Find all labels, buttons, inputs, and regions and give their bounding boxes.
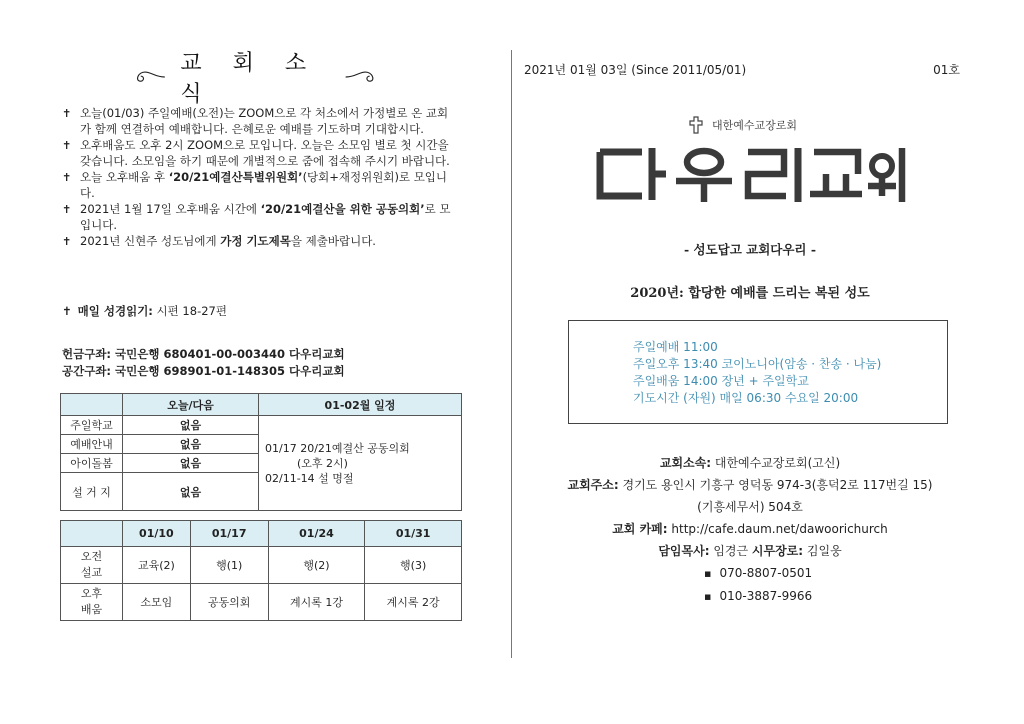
worship-line: 기도시간 (자원) 매일 06:30 수요일 20:00 xyxy=(633,391,859,405)
row-label: 아이돌봄 xyxy=(61,454,123,473)
row-value: 없음 xyxy=(123,454,259,473)
cross-icon: ✝ xyxy=(62,171,72,184)
reading-value: 시편 18-27편 xyxy=(152,304,227,318)
cross-icon: ✝ xyxy=(62,203,72,216)
sermon-table xyxy=(60,520,462,621)
church-slogan: - 성도답고 교회다우리 - xyxy=(683,242,817,257)
table-cell: 행(2) xyxy=(268,547,365,584)
offering-account: 헌금구좌: 국민은행 680401-00-003440 다우리교회 xyxy=(62,347,345,361)
row-value: 없음 xyxy=(123,473,259,511)
table-cell: 교육(2) xyxy=(123,547,191,584)
row-label: 주일학교 xyxy=(61,416,123,435)
affiliation-line: 교회소속: 대한예수교장로회(고신) xyxy=(659,456,841,470)
news-item xyxy=(62,170,454,201)
news-text: 을 제출바랍니다. xyxy=(290,234,376,248)
news-item xyxy=(62,106,454,137)
table-cell: 계시록 2강 xyxy=(365,584,462,621)
table-header xyxy=(61,394,123,416)
issue-header xyxy=(524,61,960,78)
issue-date: 2021년 01월 03일 (Since 2011/05/01) xyxy=(524,63,747,77)
table-header: 01-02월 일정 xyxy=(259,394,462,416)
right-flourish-icon xyxy=(344,67,380,87)
denomination-header xyxy=(688,116,797,134)
monthly-plan xyxy=(259,416,462,511)
worship-line: 주일오후 13:40 코이노니아(암송 · 찬송 · 나눔) xyxy=(633,357,882,371)
table-cell: 공동의회 xyxy=(190,584,268,621)
cross-icon: ✝ xyxy=(62,139,72,152)
row-value: 없음 xyxy=(123,435,259,454)
church-info xyxy=(512,452,988,562)
address-line-2: (기흥세무서) 504호 xyxy=(697,500,803,514)
worship-line: 주일예배 11:00 xyxy=(633,340,718,354)
phone-list xyxy=(704,562,812,608)
cafe-line: 교회 카페: http://cafe.daum.net/dawoorichurch xyxy=(612,522,888,536)
schedule-table xyxy=(60,393,462,511)
table-header: 01/24 xyxy=(268,521,365,547)
plan-line: 01/17 20/21예결산 공동의회 xyxy=(265,441,410,455)
table-header: 01/31 xyxy=(365,521,462,547)
table-cell: 행(1) xyxy=(190,547,268,584)
space-account: 공간구좌: 국민은행 698901-01-148305 다우리교회 xyxy=(62,364,345,378)
cross-icon: ✝ xyxy=(62,107,72,120)
address-line: 교회주소: 경기도 용인시 기흥구 영덕동 974-3(흥덕2로 117번길 15) xyxy=(567,478,933,492)
reading-label: 매일 성경읽기: xyxy=(77,304,153,318)
bible-reading xyxy=(62,303,227,319)
table-row xyxy=(61,547,462,584)
plan-line: (오후 2시) xyxy=(297,456,348,470)
news-text: 2021년 1월 17일 오후배움 시간에 xyxy=(80,202,261,216)
row-label: 예배안내 xyxy=(61,435,123,454)
cross-icon: ✝ xyxy=(62,235,72,248)
news-title: 교 회 소 식 xyxy=(180,51,319,107)
row-value: 없음 xyxy=(123,416,259,435)
table-header: 오늘/다음 xyxy=(123,394,259,416)
table-cell: 계시록 1강 xyxy=(268,584,365,621)
left-flourish-icon xyxy=(130,67,166,87)
table-row xyxy=(61,416,462,435)
news-bold: ‘20/21예결산을 위한 공동의회’ xyxy=(260,202,425,216)
news-text: 오늘 오후배움 후 xyxy=(80,170,169,184)
table-cell: 소모임 xyxy=(123,584,191,621)
phone-number: ▪ 010-3887-9966 xyxy=(704,585,812,608)
year-theme: 2020년: 합당한 예배를 드리는 복된 성도 xyxy=(630,286,870,301)
table-row xyxy=(61,584,462,621)
row-label: 설 거 지 xyxy=(61,473,123,511)
left-page xyxy=(0,0,510,724)
issue-number: 01호 xyxy=(933,63,960,77)
news-list xyxy=(62,106,454,251)
news-text: 2021년 신현주 성도님에게 xyxy=(80,234,221,248)
news-section-title xyxy=(130,51,380,107)
cross-icon: ✝ xyxy=(62,304,72,318)
row-label: 오후 배움 xyxy=(61,584,123,621)
plan-line: 02/11-14 설 명절 xyxy=(265,471,354,485)
worship-schedule xyxy=(568,320,948,424)
news-text: 오늘(01/03) 주일예배(오전)는 ZOOM으로 각 처소에서 가정별로 온 교회가 함께 연결하여 예배합니다. 은혜로운 예배를 기도하며 기대합시다. xyxy=(80,106,449,136)
table-header: 01/10 xyxy=(123,521,191,547)
table-cell: 행(3) xyxy=(365,547,462,584)
right-page xyxy=(512,0,1024,724)
news-text: 로 모입니다. xyxy=(80,202,451,232)
news-item xyxy=(62,234,454,250)
news-item xyxy=(62,138,454,169)
pastor-line: 담임목사: 임경근 시무장로: 김일웅 xyxy=(658,544,842,558)
church-logo xyxy=(596,144,908,204)
news-bold: 가정 기도제목 xyxy=(220,234,291,248)
news-text: (당회+재정위원회)로 모입니다. xyxy=(80,170,448,200)
news-item xyxy=(62,202,454,233)
table-header xyxy=(61,521,123,547)
denomination-name: 대한예수교장로회 xyxy=(712,119,798,132)
church-cross-icon xyxy=(688,116,704,134)
news-text: 오후배움도 오후 2시 ZOOM으로 모입니다. 오늘은 소모임 별로 첫 시간을 갖습니다. 소모임을 하기 때문에 개별적으로 줌에 접속해 주시기 바랍니다. xyxy=(80,138,450,168)
news-bold: ‘20/21예결산특별위원회’ xyxy=(168,170,303,184)
bank-accounts xyxy=(62,346,345,380)
row-label: 오전 설교 xyxy=(61,547,123,584)
table-header: 01/17 xyxy=(190,521,268,547)
cafe-link[interactable]: http://cafe.daum.net/dawoorichurch xyxy=(667,522,888,536)
worship-line: 주일배움 14:00 장년 + 주일학교 xyxy=(633,374,809,388)
phone-number: ▪ 070-8807-0501 xyxy=(704,562,812,585)
